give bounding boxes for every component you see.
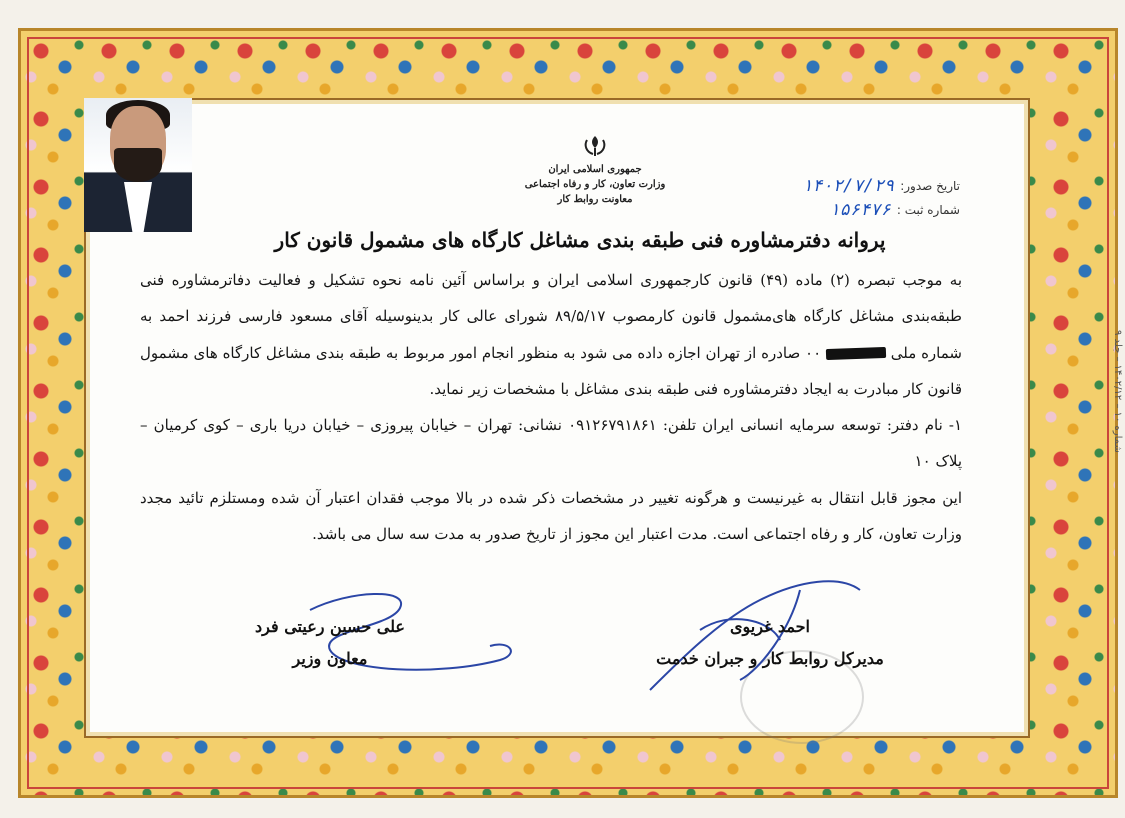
reg-number-value: ۱۵۶۴۷۶ xyxy=(829,200,891,220)
side-margin-note: شماره ۱۰ – ۱۴۰۲/۱۲ – جلد ۹ xyxy=(1112,330,1123,453)
redacted-id xyxy=(826,347,886,360)
left-signatory-name: علی حسین رعیتی فرد xyxy=(255,617,405,636)
iran-emblem-icon xyxy=(582,134,608,158)
ministry-emblem-block xyxy=(520,134,670,207)
reg-number-label: شماره ثبت : xyxy=(896,203,960,217)
emblem-line-3: معاونت روابط کار xyxy=(557,194,633,205)
issue-date-value: ۱۴۰۲/۷/۲۹ xyxy=(802,176,895,196)
right-signatory xyxy=(630,612,910,676)
issue-date-label: تاریخ صدور: xyxy=(900,179,960,193)
right-signatory-role: مدیرکل روابط کار و جبران خدمت xyxy=(656,649,884,668)
certificate-title: پروانه دفترمشاوره فنی طبقه بندی مشاغل کارگاه های مشمول قانون کار xyxy=(274,228,886,252)
right-signatory-name: احمد غریوی xyxy=(730,617,810,636)
paragraph-1 xyxy=(140,262,962,407)
paragraph-3: این مجوز قابل انتقال به غیرنیست و هرگونه تغییر در مشخصات ذکر شده در بالا موجب فقدان اعتبار آن شده ومستلزم تائید مجدد وزارت تعاون، کار و رفاه اجتماعی است. مدت اعتبار این مجوز از تاریخ صدور به مدت سه سال می باشد. xyxy=(140,488,962,544)
holder-photo xyxy=(84,98,192,232)
left-signatory-role: معاون وزیر xyxy=(292,649,368,668)
paragraph-1-part-1: به موجب تبصره (۲) ماده (۴۹) قانون کارجمهوری اسلامی ایران و براساس آئین نامه نحوه تشکیل و فعالیت دفاترمشاوره فنی طبقه‌بندی مشاغل کارگاه های‌مشمول قانون کارمصوب ۸۹/۵/۱۷ شورای عالی کار بدینوسیله آقای مسعود فارسی فرزند احمد به شماره ملی xyxy=(140,271,962,362)
certificate-meta xyxy=(800,174,960,222)
left-signatory xyxy=(230,612,430,676)
emblem-line-1: جمهوری اسلامی ایران xyxy=(548,164,642,175)
emblem-line-2: وزارت تعاون، کار و رفاه اجتماعی xyxy=(524,179,666,190)
certificate-body xyxy=(140,262,962,552)
paragraph-1-part-2: ۰۰ صادره از تهران اجازه داده می شود به منظور انجام امور مربوط به طبقه بندی مشاغل کارگاه های مشمول قانون کار مبادرت به ایجاد دفترمشاوره فنی طبقه بندی مشاغل با مشخصات زیر نماید. xyxy=(140,343,962,398)
paragraph-2: ۱- نام دفتر: توسعه سرمایه انسانی ایران تلفن: ۰۹۱۲۶۷۹۱۸۶۱ نشانی: تهران – خیابان پیروزی – خیابان دریا باری – کوی کرمیان – پلاک ۱۰ xyxy=(140,416,962,471)
